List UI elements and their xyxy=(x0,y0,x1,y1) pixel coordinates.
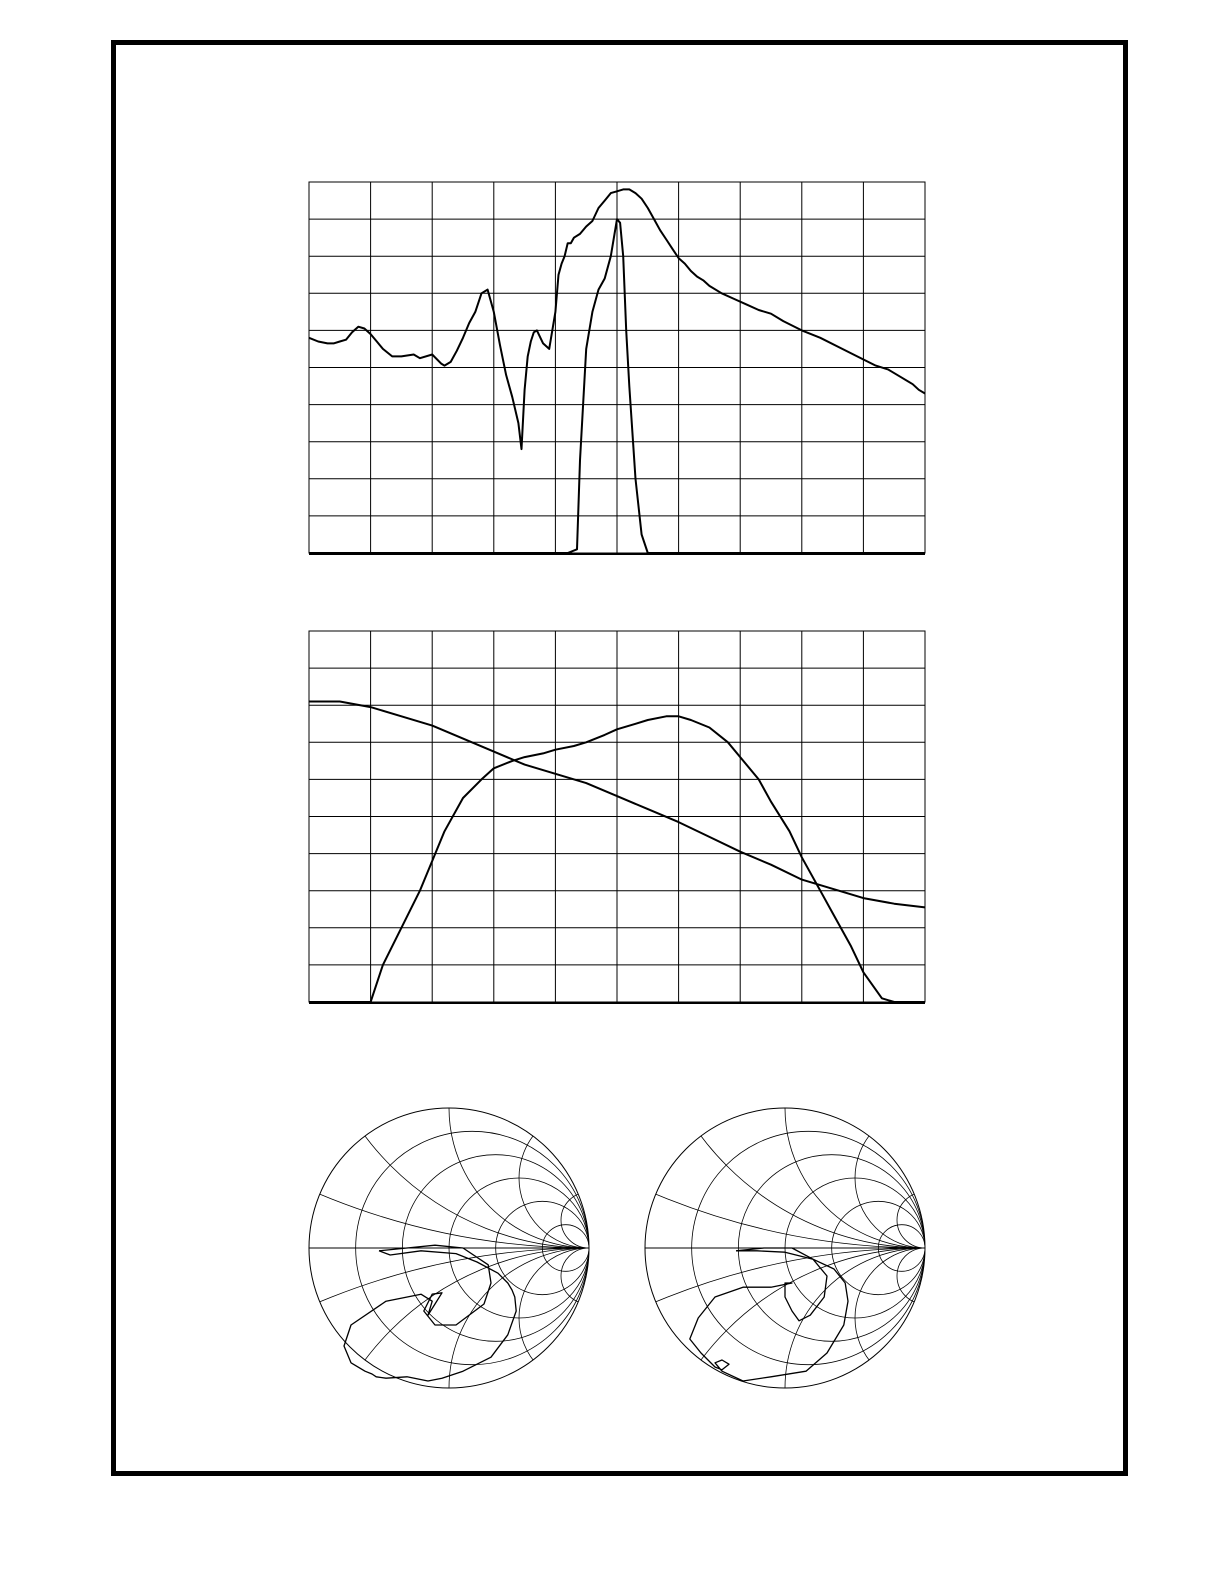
smith-trace-1 xyxy=(690,1248,848,1381)
reactance-arc xyxy=(225,0,1225,1248)
reactance-arc xyxy=(225,1248,1225,1585)
reactance-arc xyxy=(519,1248,659,1388)
reactance-arc xyxy=(309,688,869,1248)
reactance-arc xyxy=(309,1248,869,1585)
reactance-arc xyxy=(785,968,1065,1248)
reactance-arc xyxy=(519,1108,659,1248)
group-delay-chart xyxy=(309,631,925,1003)
reactance-arc xyxy=(855,1248,995,1388)
reactance-arc xyxy=(855,1108,995,1248)
reactance-arc xyxy=(645,1248,1205,1585)
reactance-arc xyxy=(0,1248,1225,1585)
reactance-arc xyxy=(785,1248,1065,1528)
filter-response-chart xyxy=(309,182,925,554)
